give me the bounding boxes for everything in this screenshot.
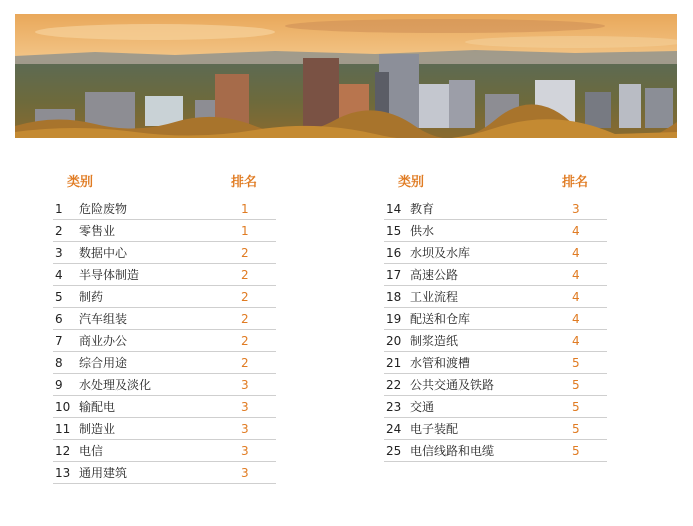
row-rank: 4 — [572, 245, 580, 260]
row-rank: 2 — [241, 267, 249, 282]
table-row — [53, 286, 276, 308]
row-number: 19 — [386, 311, 402, 326]
row-number: 3 — [55, 245, 63, 260]
row-rank: 2 — [241, 311, 249, 326]
row-number: 4 — [55, 267, 63, 282]
category-header: 类别 — [67, 174, 94, 190]
table-row — [384, 242, 607, 264]
row-rank: 5 — [572, 355, 580, 370]
table-row — [384, 198, 607, 220]
row-number: 25 — [386, 443, 402, 458]
rank-header: 排名 — [562, 174, 589, 190]
table-row — [384, 418, 607, 440]
row-number: 13 — [55, 465, 71, 480]
row-rank: 5 — [572, 443, 580, 458]
table-row — [53, 374, 276, 396]
row-category: 制药 — [79, 290, 104, 304]
row-rank: 5 — [572, 377, 580, 392]
row-category: 输配电 — [79, 400, 116, 414]
skyline-image — [15, 14, 677, 138]
row-number: 11 — [55, 421, 71, 436]
table-row — [53, 418, 276, 440]
table-row — [384, 396, 607, 418]
rank-header: 排名 — [231, 174, 258, 190]
row-rank: 3 — [241, 377, 249, 392]
row-rank: 5 — [572, 399, 580, 414]
row-number: 6 — [55, 311, 63, 326]
row-rank: 2 — [241, 355, 249, 370]
row-category: 水坝及水库 — [410, 246, 471, 260]
row-category: 通用建筑 — [79, 466, 128, 480]
row-category: 交通 — [410, 400, 435, 414]
table-row — [53, 242, 276, 264]
row-rank: 4 — [572, 333, 580, 348]
ranking-table-left — [53, 168, 276, 484]
row-category: 水管和渡槽 — [410, 356, 471, 370]
row-category: 危险废物 — [79, 202, 128, 216]
table-row — [53, 308, 276, 330]
row-category: 公共交通及铁路 — [410, 378, 495, 392]
row-category: 电信 — [79, 444, 104, 458]
row-category: 半导体制造 — [79, 268, 140, 282]
row-number: 22 — [386, 377, 402, 392]
row-number: 24 — [386, 421, 402, 436]
row-rank: 3 — [241, 465, 249, 480]
table-row — [384, 440, 607, 462]
row-rank: 3 — [241, 443, 249, 458]
table-row — [384, 220, 607, 242]
city-skyline-banner — [15, 14, 677, 138]
row-category: 电子装配 — [410, 422, 459, 436]
row-rank: 3 — [241, 399, 249, 414]
row-number: 15 — [386, 223, 402, 238]
row-category: 电信线路和电缆 — [410, 444, 495, 458]
table-row — [53, 198, 276, 220]
row-number: 17 — [386, 267, 402, 282]
category-header: 类别 — [398, 174, 425, 190]
row-category: 制造业 — [79, 422, 116, 436]
row-number: 10 — [55, 399, 71, 414]
row-category: 教育 — [410, 202, 435, 216]
row-rank: 4 — [572, 289, 580, 304]
table-row — [53, 462, 276, 484]
row-category: 综合用途 — [79, 356, 128, 370]
row-rank: 4 — [572, 311, 580, 326]
table-row — [384, 352, 607, 374]
row-number: 14 — [386, 201, 402, 216]
row-category: 工业流程 — [410, 290, 459, 304]
row-category: 数据中心 — [79, 246, 128, 260]
row-category: 汽车组装 — [79, 312, 128, 326]
row-number: 1 — [55, 201, 63, 216]
table-rows — [53, 198, 276, 484]
row-category: 制浆造纸 — [410, 334, 459, 348]
row-category: 商业办公 — [79, 334, 128, 348]
row-number: 2 — [55, 223, 63, 238]
table-row — [384, 330, 607, 352]
table-row — [53, 330, 276, 352]
table-row — [53, 220, 276, 242]
row-rank: 2 — [241, 333, 249, 348]
row-category: 零售业 — [79, 224, 116, 238]
row-number: 20 — [386, 333, 402, 348]
row-number: 12 — [55, 443, 71, 458]
table-row — [53, 440, 276, 462]
row-number: 7 — [55, 333, 63, 348]
table-header — [53, 168, 276, 192]
row-number: 21 — [386, 355, 402, 370]
table-row — [53, 352, 276, 374]
row-number: 5 — [55, 289, 63, 304]
table-row — [384, 286, 607, 308]
row-number: 8 — [55, 355, 63, 370]
table-row — [53, 396, 276, 418]
row-number: 9 — [55, 377, 63, 392]
row-rank: 4 — [572, 267, 580, 282]
row-number: 23 — [386, 399, 402, 414]
ranking-table-right — [384, 168, 607, 462]
row-category: 水处理及淡化 — [79, 378, 152, 392]
table-row — [53, 264, 276, 286]
row-number: 16 — [386, 245, 402, 260]
row-rank: 1 — [241, 201, 249, 216]
row-category: 供水 — [410, 224, 435, 238]
table-row — [384, 264, 607, 286]
row-number: 18 — [386, 289, 402, 304]
table-header — [384, 168, 607, 192]
table-row — [384, 308, 607, 330]
row-rank: 4 — [572, 223, 580, 238]
table-row — [384, 374, 607, 396]
row-category: 配送和仓库 — [410, 312, 471, 326]
table-rows — [384, 198, 607, 462]
row-rank: 3 — [241, 421, 249, 436]
row-category: 高速公路 — [410, 268, 459, 282]
row-rank: 2 — [241, 245, 249, 260]
row-rank: 2 — [241, 289, 249, 304]
row-rank: 1 — [241, 223, 249, 238]
row-rank: 3 — [572, 201, 580, 216]
row-rank: 5 — [572, 421, 580, 436]
